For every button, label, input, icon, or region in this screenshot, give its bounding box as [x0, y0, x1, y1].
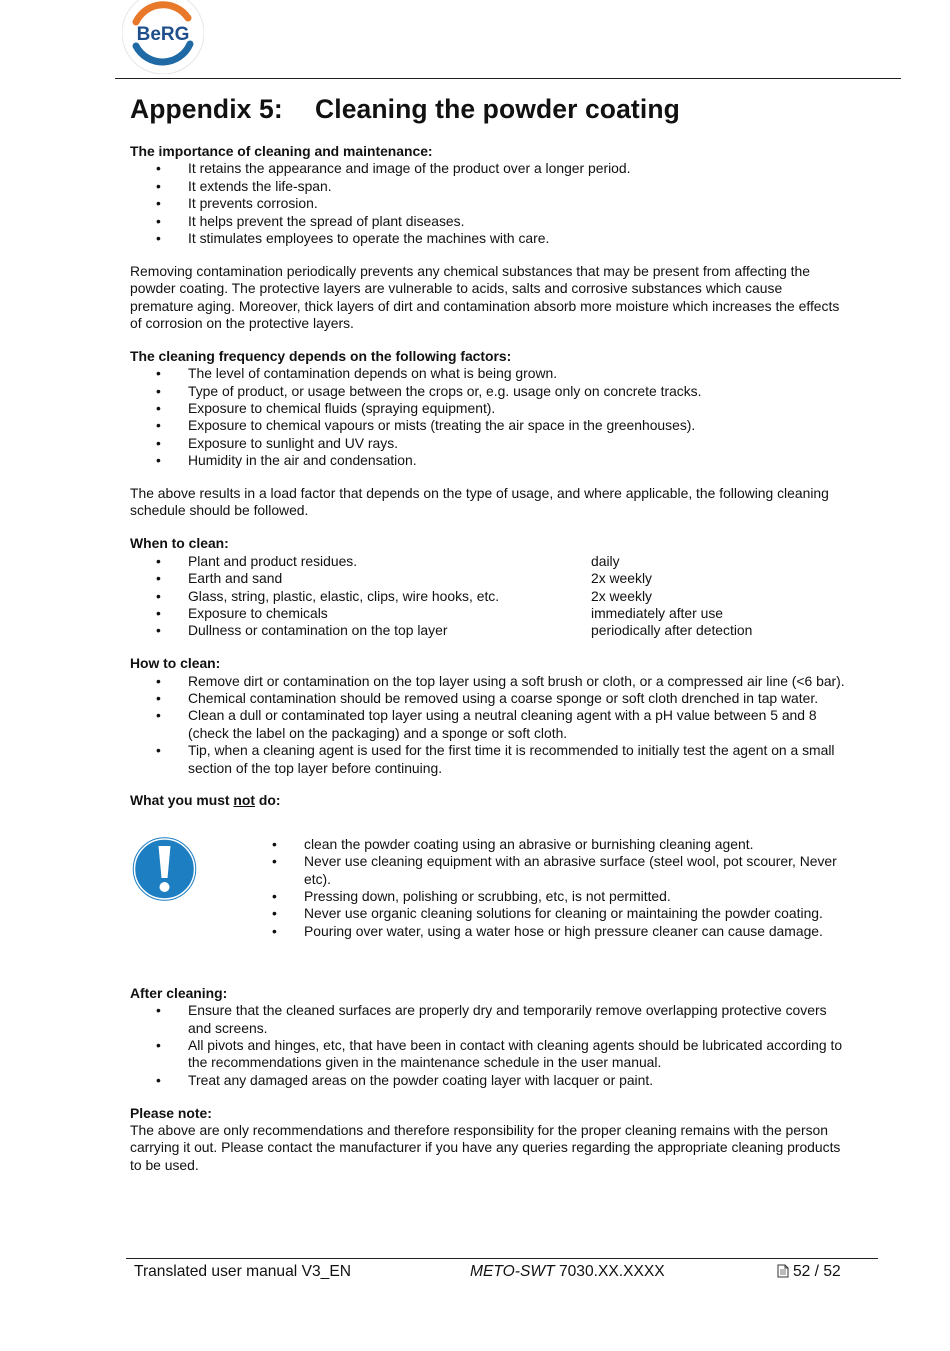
must-not-list: [246, 836, 841, 940]
list-item: • It prevents corrosion.: [130, 195, 845, 212]
note-text: The above are only recommendations and therefore responsibility for the proper cleaning remains with the person carrying it out. Please contact the manufacturer if you have any queries regarding the appropriate cleaning products to be used.: [130, 1121, 841, 1173]
appendix-number: Appendix 5:: [130, 94, 283, 124]
when-heading: When to clean:: [130, 535, 229, 552]
schedule-task: Dullness or contamination on the top layer: [188, 622, 448, 639]
load-factor-paragraph: The above results in a load factor that depends on the type of usage, and where applicable, the following cleaning schedule should be followed.: [130, 485, 829, 519]
list-item: • It retains the appearance and image of the product over a longer period.: [130, 160, 845, 177]
schedule-frequency: immediately after use: [591, 604, 724, 621]
importance-heading: The importance of cleaning and maintenance:: [130, 143, 433, 159]
footer-manual-title: Translated user manual V3_EN: [134, 1263, 351, 1280]
footer-page-number: 52 / 52: [777, 1263, 841, 1281]
schedule-row: [130, 605, 845, 622]
list-item: • Pouring over water, using a water hose or high pressure cleaner can cause damage.: [246, 923, 841, 940]
exclamation-icon: [130, 834, 199, 904]
list-item: • Clean a dull or contaminated top layer using a neutral cleaning agent with a pH value between 5 and 8 (check the label on the packaging) and a sponge or soft cloth.: [130, 707, 845, 742]
schedule-row: [130, 622, 845, 639]
page-title: [130, 94, 680, 125]
schedule-list: [130, 553, 845, 640]
schedule-frequency: 2x weekly: [591, 570, 652, 587]
list-item: • It stimulates employees to operate the machines with care.: [130, 230, 845, 247]
list-item: • Never use cleaning equipment with an abrasive surface (steel wool, pot scourer, Never etc).: [246, 853, 841, 888]
list-item: • Tip, when a cleaning agent is used for the first time it is recommended to initially test the agent on a small section of the top layer before continuing.: [130, 742, 845, 777]
list-item: • The level of contamination depends on what is being grown.: [130, 365, 845, 382]
schedule-row: [130, 553, 845, 570]
list-item: • It extends the life-span.: [130, 178, 845, 195]
schedule-task: Plant and product residues.: [188, 552, 358, 569]
document-icon: [777, 1264, 789, 1278]
list-item: • Chemical contamination should be removed using a coarse sponge or soft cloth drenched in tap water.: [130, 690, 845, 707]
footer-divider: [126, 1258, 878, 1259]
how-list: [130, 673, 845, 777]
importance-list: [130, 160, 845, 247]
frequency-heading: The cleaning frequency depends on the following factors:: [130, 347, 512, 364]
schedule-task: Earth and sand: [188, 570, 283, 587]
list-item: • Type of product, or usage between the crops or, e.g. usage only on concrete tracks.: [130, 383, 845, 400]
schedule-task: Exposure to chemicals: [188, 604, 328, 621]
logo-text: BeRG: [136, 24, 190, 45]
after-heading: After cleaning:: [130, 984, 228, 1001]
schedule-row: [130, 570, 845, 587]
list-item: • Pressing down, polishing or scrubbing, etc, is not permitted.: [246, 888, 841, 905]
list-item: • Exposure to chemical fluids (spraying equipment).: [130, 400, 845, 417]
list-item: • All pivots and hinges, etc, that have been in contact with cleaning agents should be lubricated according to the recommendations given in the maintenance schedule in the user manual.: [130, 1037, 845, 1072]
schedule-task: Glass, string, plastic, elastic, clips, wire hooks, etc.: [188, 587, 500, 604]
must-not-heading: What you must not do:: [130, 792, 281, 809]
list-item: • Exposure to sunlight and UV rays.: [130, 435, 845, 452]
header-divider: [115, 78, 901, 79]
list-item: • clean the powder coating using an abrasive or burnishing cleaning agent.: [246, 836, 841, 853]
note-heading: Please note:: [130, 1104, 212, 1121]
list-item: • Remove dirt or contamination on the top layer using a soft brush or cloth, or a compressed air line (<6 bar).: [130, 673, 845, 690]
document-body: [130, 143, 845, 1174]
berg-logo: [122, 0, 204, 74]
after-list: [130, 1002, 845, 1089]
list-item: • Never use organic cleaning solutions for cleaning or maintaining the powder coating.: [246, 905, 841, 922]
list-item: • It helps prevent the spread of plant diseases.: [130, 213, 845, 230]
schedule-frequency: 2x weekly: [591, 587, 652, 604]
schedule-frequency: daily: [591, 552, 620, 569]
must-not-block: [130, 810, 845, 969]
list-item: • Exposure to chemical vapours or mists (treating the air space in the greenhouses).: [130, 417, 845, 434]
list-item: • Ensure that the cleaned surfaces are properly dry and temporarily remove overlapping protective covers and screens.: [130, 1002, 845, 1037]
list-item: • Treat any damaged areas on the powder coating layer with lacquer or paint.: [130, 1072, 845, 1089]
contamination-paragraph: Removing contamination periodically prevents any chemical substances that may be present from affecting the powder coating. The protective layers are vulnerable to acids, salts and corrosive substances which cause premature aging. Moreover, thick layers of dirt and contamination absorb more moisture which increases the effects of corrosion on the protective layers.: [130, 262, 840, 332]
appendix-title: Cleaning the powder coating: [315, 94, 680, 124]
how-heading: How to clean:: [130, 655, 221, 672]
frequency-list: [130, 365, 845, 469]
list-item: • Humidity in the air and condensation.: [130, 452, 845, 469]
schedule-row: [130, 588, 845, 605]
schedule-frequency: periodically after detection: [591, 622, 753, 639]
footer-model: METO-SWT 7030.XX.XXXX: [470, 1263, 665, 1280]
